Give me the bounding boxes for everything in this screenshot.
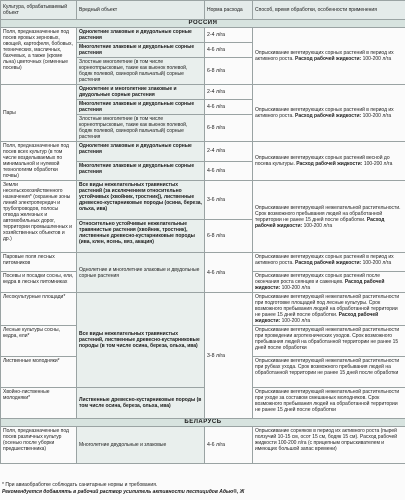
region-label: БЕЛАРУСЬ <box>1 419 405 427</box>
crop-cell: Лесокультурные площади* <box>1 293 77 326</box>
crop-cell: Земли несельскохозяйственного назначения* (охранные зоны линий электропередач и трубопроводов, полосы отвода железных и автомобильных дорог, территории промышленных и хозяйственных объектов и др.) <box>1 181 77 253</box>
method-cell: Опрыскивание вегетирующей нежелательной растительности. Срок возможного пребывания людей на обработанной территории не ранее 15 дней после обработки. Расход рабочей жидкости: 100-200 л/га <box>253 181 405 253</box>
crop-cell: Поля, предназначенные под посев яровых зерновых, овощей, картофеля, бобовых, технических, масличных, бахчевых, а также (кроме льна) цветочных (семенные посевы) <box>1 28 77 85</box>
region-label: РОССИЯ <box>1 20 405 28</box>
method-cell: Опрыскивание сорняков в период их активного роста (пырей ползучий 10-15 см, осот 15 см, бодяк 15 см). Расход рабочей жидкости 100-200 л/га (с прицепным опрыскивателем и имеющих большой запас времени) <box>253 427 405 464</box>
method-cell: Опрыскивание вегетирующих сорных растений весной до посева культуры. Расход рабочей жидкости: 100-200 л/га <box>253 142 405 181</box>
header-pest: Вредный объект <box>77 1 205 20</box>
header-rate: Норма расхода <box>205 1 253 20</box>
pest-cell: Многолетние злаковые и двудольные сорные растения <box>77 43 205 58</box>
rate-cell: 6-8 л/га <box>205 115 253 142</box>
region-row-russia <box>1 20 405 28</box>
crop-cell: Паровые поля лесных питомников <box>1 253 77 272</box>
table-row <box>1 28 405 43</box>
table-row <box>1 142 405 162</box>
header-method: Способ, время обработки, особенности применения <box>253 1 405 20</box>
method-cell: Опрыскивание вегетирующей нежелательной растительности при подготовке площадей под лесные культуры. Срок возможного пребывания людей на обработанной территории не ранее 15 дней после обработки. Расход рабочей жидкости: 100-200 л/га <box>253 293 405 326</box>
pest-cell: Все виды нежелательных травянистых растений (за исключением относительно устойчивых (хвойник, тростник)), лиственные древесно-кустарниковые породы (осина, береза, ольха, ива) <box>77 181 205 220</box>
crop-cell: Лиственные молодняки* <box>1 357 77 388</box>
method-cell: Опрыскивание вегетирующей нежелательной растительности при уходе за составом смешанных молодняков. Срок возможного пребывания людей на обработанной территории не ранее 15 дней после обработки <box>253 388 405 419</box>
pest-cell: Однолетние злаковые и двудольные сорные растения <box>77 28 205 43</box>
crop-cell: Поля, предназначенные под посев всех культур (в том числе возделываемых по минимальной и нулевой технологиям обработки почвы) <box>1 142 77 181</box>
footnote-line: * При авиаобработке соблюдать санитарные нормы и требования. <box>2 482 158 488</box>
method-cell: Опрыскивание вегетирующей нежелательной растительности при рубках ухода. Срок возможного пребывания людей на обработанной территории не ранее 15 дней после обработки <box>253 357 405 388</box>
footnotes <box>0 481 405 496</box>
table-row <box>1 253 405 272</box>
rate-cell: 4-6 л/га <box>205 253 253 293</box>
crop-cell: Хвойно-лиственные молодняки* <box>1 388 77 419</box>
method-cell: Опрыскивание вегетирующей нежелательной растительности при проведении агротехнических уходов. Срок возможного пребывания людей на обработанной территории не ранее 15 дней после обработки <box>253 326 405 357</box>
table-row <box>1 388 405 419</box>
crop-cell: Поля, предназначенные под посев различных культур (осенью после уборки предшественника) <box>1 427 77 464</box>
rate-cell: 4-6 л/га <box>205 161 253 181</box>
pest-cell: Все виды нежелательных травянистых растений, лиственные древесно-кустарниковые породы (в том числе осина, береза, ольха, ива) <box>77 293 205 388</box>
crop-cell: Посевы и посадки сосны, ели, кедра в лесных питомниках <box>1 272 77 293</box>
crop-cell: Пары <box>1 85 77 142</box>
region-row-belarus <box>1 419 405 427</box>
rate-cell: 6-8 л/га <box>205 220 253 253</box>
table-row <box>1 85 405 100</box>
pest-cell: Многолетние злаковые и двудольные сорные растения <box>77 161 205 181</box>
pest-cell: Однолетние и многолетние злаковые и двудольные сорные растения <box>77 253 205 293</box>
pest-cell: Злостные многолетние (в том числе корнеотпрысковые, такие как вьюнок полевой, бодяк полевой, свинорой пальчатый) сорные растения <box>77 58 205 85</box>
pest-cell: Злостные многолетние (в том числе корнеотпрысковые, такие как вьюнок полевой, бодяк полевой, свинорой пальчатый) сорные растения <box>77 115 205 142</box>
rate-cell: 4-6 л/га <box>205 427 253 464</box>
rate-cell: 2-4 л/га <box>205 28 253 43</box>
method-cell: Опрыскивание вегетирующих сорных растений в период их активного роста. Расход рабочей жидкости: 100-200 л/га <box>253 28 405 85</box>
rate-cell: 4-6 л/га <box>205 43 253 58</box>
pest-cell: Многолетние двудольные и злаковые <box>77 427 205 464</box>
rate-cell: 6-8 л/га <box>205 58 253 85</box>
rate-cell: 3-8 л/га <box>205 293 253 419</box>
pest-cell: Лиственные древесно-кустарниковые породы (в том числе осина, береза, ольха, ива) <box>77 388 205 419</box>
method-cell: Опрыскивание вегетирующих сорных растений после окончания роста сеянцев и саженцев. Расход рабочей жидкости: 100-200 л/га <box>253 272 405 293</box>
rate-cell: 2-4 л/га <box>205 142 253 162</box>
pest-cell: Многолетние злаковые и двудольные сорные растения <box>77 100 205 115</box>
crop-cell: Лесные культуры сосны, кедра, ели* <box>1 326 77 357</box>
table-row <box>1 427 405 464</box>
pest-cell: Однолетние злаковые и двудольные сорные растения <box>77 142 205 162</box>
table-row <box>1 293 405 326</box>
header-crop: Культура, обрабатываемый объект <box>1 1 77 20</box>
pest-cell: Относительно устойчивые нежелательные травянистые растения (хвойник, тростник), лиственные древесно-кустарниковые породы (ива, клен, ясень, вяз, акация) <box>77 220 205 253</box>
rate-cell: 2-4 л/га <box>205 85 253 100</box>
table-row <box>1 181 405 220</box>
rate-cell: 3-6 л/га <box>205 181 253 220</box>
method-cell: Опрыскивание вегетирующих сорных растений в период их активного роста. Расход рабочей жидкости: 100-200 л/га <box>253 85 405 142</box>
rate-cell: 4-6 л/га <box>205 100 253 115</box>
footnote-line: Рекомендуется добавлять в рабочий раствор усилитель активности пестицидов Адью®, Ж <box>2 488 245 495</box>
table-header-row <box>1 1 405 20</box>
method-cell: Опрыскивание вегетирующих сорных растений в период их активного роста. Расход рабочей жидкости: 100-200 л/га <box>253 253 405 272</box>
pest-cell: Однолетние и многолетние злаковые и двудольные сорные растения <box>77 85 205 100</box>
